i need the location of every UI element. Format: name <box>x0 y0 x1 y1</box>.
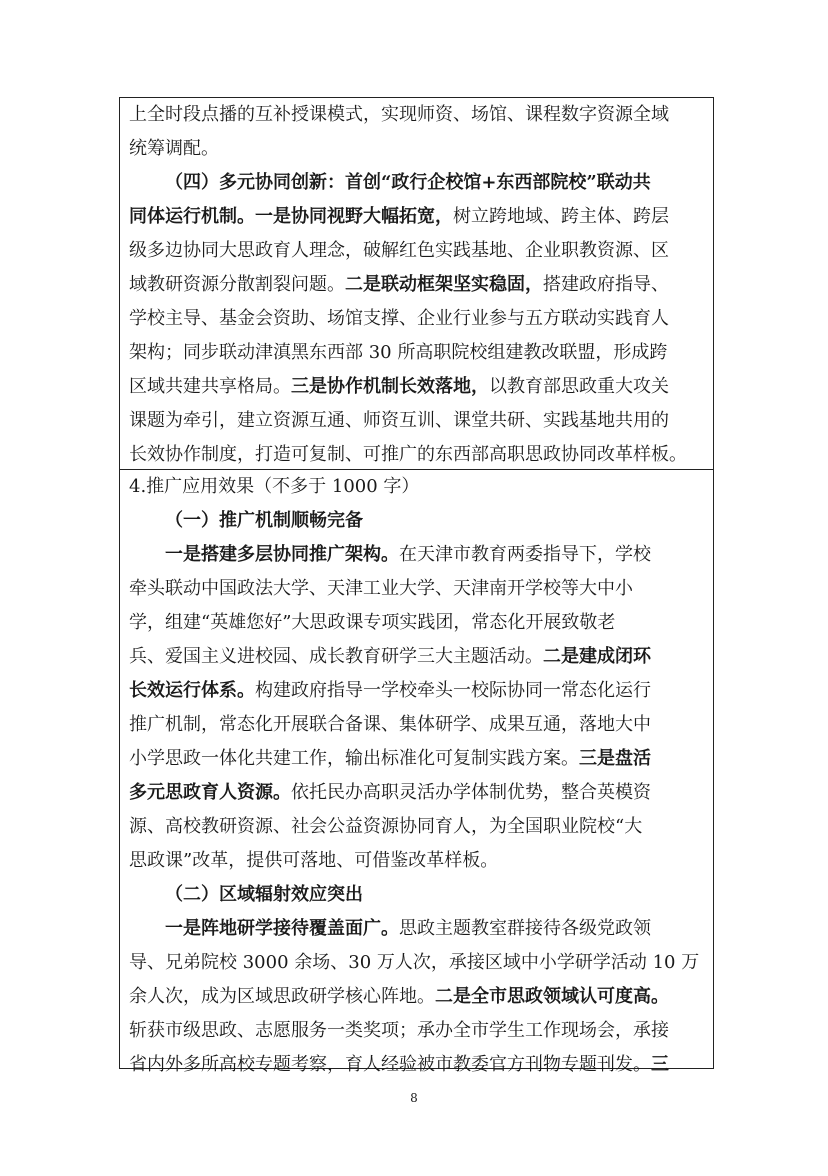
text-line <box>129 538 707 572</box>
body-text: 斩获市级思政、志愿服务一类奖项；承办全市学生工作现场会，承接 <box>129 1020 669 1041</box>
text-line <box>129 302 707 336</box>
key-point: 三是盘活 <box>579 748 651 769</box>
heading-text: 同体运行机制。 <box>129 206 255 227</box>
text-line <box>129 844 707 878</box>
text-line <box>129 1014 707 1048</box>
heading-text: （四）多元协同创新：首创“政行企校馆+东西部院校”联动共 <box>165 172 651 193</box>
text-line <box>129 132 707 166</box>
text-line <box>129 674 707 708</box>
body-text: 学，组建“英雄您好”大思政课专项实践团，常态化开展致敬老 <box>129 612 616 633</box>
key-point: 二是全市思政领域认可度高。 <box>435 986 669 1007</box>
body-text: 小学思政一体化共建工作，输出标准化可复制实践方案。 <box>129 748 579 769</box>
body-text: 导、兄弟院校 3000 余场、30 万人次，承接区域中小学研学活动 10 万 <box>129 952 700 973</box>
body-text: 省内外多所高校专题考察，育人经验被市教委官方刊物专题刊发。 <box>129 1054 651 1075</box>
text-line <box>129 980 707 1014</box>
text-line <box>129 234 707 268</box>
body-text: 架构；同步联动津滇黑东西部 30 所高职院校组建教改联盟，形成跨 <box>129 342 668 363</box>
subsection-heading <box>129 504 707 538</box>
body-text: 级多边协同大思政育人理念，破解红色实践基地、企业职教资源、区 <box>129 240 669 261</box>
body-text: 推广机制，常态化开展联合备课、集体研学、成果互通，落地大中 <box>129 714 651 735</box>
key-point: 一是协同视野大幅拓宽， <box>255 206 453 227</box>
body-text: 牵头联动中国政法大学、天津工业大学、天津南开学校等大中小 <box>129 578 633 599</box>
text-line <box>129 336 707 370</box>
text-line <box>129 810 707 844</box>
body-text: 思政主题教室群接待各级党政领 <box>399 918 651 939</box>
key-point: 长效运行体系。 <box>129 680 255 701</box>
heading-text: （一）推广机制顺畅完备 <box>165 510 363 531</box>
body-text: 域教研资源分散割裂问题。 <box>129 274 345 295</box>
key-point: 多元思政育人资源。 <box>129 782 291 803</box>
body-text: 构建政府指导一学校牵头一校际协同一常态化运行 <box>255 680 651 701</box>
section-title <box>129 470 707 504</box>
body-text: 思政课”改革，提供可落地、可借鉴改革样板。 <box>129 850 499 871</box>
text-line <box>129 708 707 742</box>
body-text: 学校主导、基金会资助、场馆支撑、企业行业参与五方联动实践育人 <box>129 308 669 329</box>
section-heading <box>129 166 707 200</box>
body-text: 课题为牵引，建立资源互通、师资互训、课堂共研、实践基地共用的 <box>129 410 669 431</box>
content-table <box>119 97 714 1075</box>
body-text: 以教育部思政重大攻关 <box>489 376 669 397</box>
text-line <box>129 912 707 946</box>
body-text: 区域共建共享格局。 <box>129 376 291 397</box>
body-text: 在天津市教育两委指导下，学校 <box>399 544 651 565</box>
key-point: 三是协作机制长效落地， <box>291 376 489 397</box>
table-cell-innovation <box>120 98 713 470</box>
text-line <box>129 776 707 810</box>
heading-text: （二）区域辐射效应突出 <box>165 884 363 905</box>
text-line <box>129 742 707 776</box>
key-point: 一是搭建多层协同推广架构。 <box>165 544 399 565</box>
text-line <box>129 946 707 980</box>
text-line <box>129 438 707 472</box>
body-text: 长效协作制度，打造可复制、可推广的东西部高职思政协同改革样板。 <box>129 444 687 465</box>
key-point: 二是建成闭环 <box>543 646 651 667</box>
key-point: 一是阵地研学接待覆盖面广。 <box>165 918 399 939</box>
text-line <box>129 370 707 404</box>
body-text: 统筹调配。 <box>129 138 219 159</box>
text-line <box>129 200 707 234</box>
body-text: 上全时段点播的互补授课模式，实现师资、场馆、课程数字资源全域 <box>129 104 669 125</box>
text-line <box>129 268 707 302</box>
text-line <box>129 606 707 640</box>
body-text: 源、高校教研资源、社会公益资源协同育人，为全国职业院校“大 <box>129 816 643 837</box>
text-line <box>129 98 707 132</box>
body-text: 树立跨地域、跨主体、跨层 <box>453 206 669 227</box>
title-text: 4.推广应用效果（不多于 1000 字） <box>129 476 420 497</box>
body-text: 余人次，成为区域思政研学核心阵地。 <box>129 986 435 1007</box>
key-point: 二是联动框架坚实稳固， <box>345 274 543 295</box>
page-number: 8 <box>410 1091 418 1105</box>
text-line <box>129 572 707 606</box>
text-line <box>129 640 707 674</box>
text-line <box>129 404 707 438</box>
body-text: 搭建政府指导、 <box>543 274 669 295</box>
table-cell-promotion-effects <box>120 470 713 1075</box>
body-text: 依托民办高职灵活办学体制优势，整合英模资 <box>291 782 651 803</box>
text-line <box>129 1048 707 1082</box>
key-point: 三 <box>651 1054 669 1075</box>
subsection-heading <box>129 878 707 912</box>
body-text: 兵、爱国主义进校园、成长教育研学三大主题活动。 <box>129 646 543 667</box>
